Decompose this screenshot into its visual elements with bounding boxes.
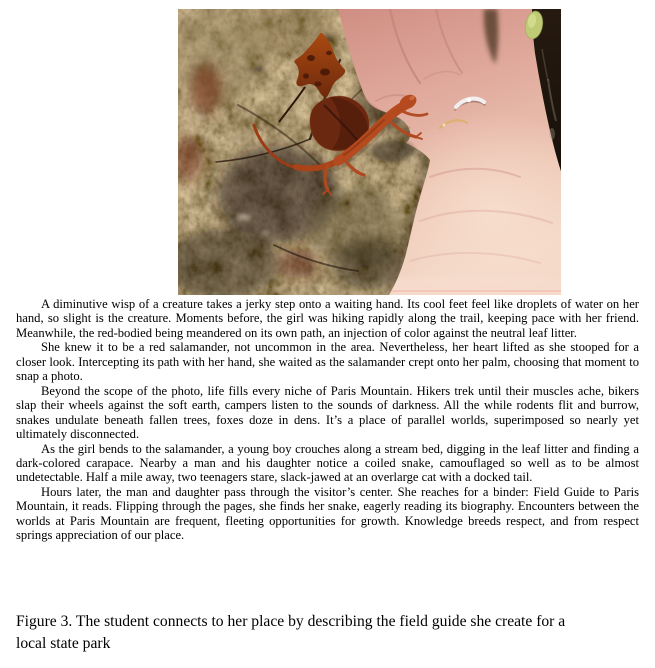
figure-caption-line-1: Figure 3. The student connects to her place by describing the field guide she create for a xyxy=(16,613,566,630)
body-paragraph: A diminutive wisp of a creature takes a jerky step onto a waiting hand. Its cool feet feel like droplets of water on her hand, so slight is the creature. Moments before, the girl was hiking rapidly along the trail, keeping pace with her friend. Meanwhile, the red-bodied being meandered on its own path, an injection of color against the neutral leaf litter. xyxy=(16,297,639,340)
salamander-photo-illustration xyxy=(178,9,561,295)
body-paragraph: Hours later, the man and daughter pass through the visitor’s center. She reaches for a binder: Field Guide to Paris Mountain, it reads. Flipping through the pages, she finds her snake, eagerly reading its biography. Encounters between the worlds at Paris Mountain are frequent, fleeting opportunities for growth. Knowledge breeds respect, and from respect springs appreciation of our place. xyxy=(16,484,639,543)
body-paragraph: Beyond the scope of the photo, life fills every niche of Paris Mountain. Hikers trek until their muscles ache, bikers slap their wheels against the soft earth, campers listen to the sounds of darkness. All the while rodents flit and burrow, snakes undulate beneath fallen trees, foxes doze in dens. It’s a place of parallel worlds, superimposed so nearly yet ultimately disconnected. xyxy=(16,383,639,442)
figure-photo xyxy=(178,9,561,295)
body-paragraph: As the girl bends to the salamander, a young boy crouches along a stream bed, digging in the leaf litter and finding a dark-colored carapace. Nearby a man and his daughter notice a coiled snake, camouflaged so well as to be almost undetectable. Half a mile away, two teenagers stare, slack-jawed at an overlarge cat with a docked tail. xyxy=(16,441,639,485)
figure-caption xyxy=(16,611,565,655)
article-body xyxy=(16,297,639,543)
body-paragraph: She knew it to be a red salamander, not uncommon in the area. Nevertheless, her heart lifted as she stooped for a closer look. Intercepting its path with her hand, she waited as the salamander crept onto her palm, choosing that moment to snap a photo. xyxy=(16,340,639,384)
figure-caption-line-2: local state park xyxy=(16,635,111,652)
